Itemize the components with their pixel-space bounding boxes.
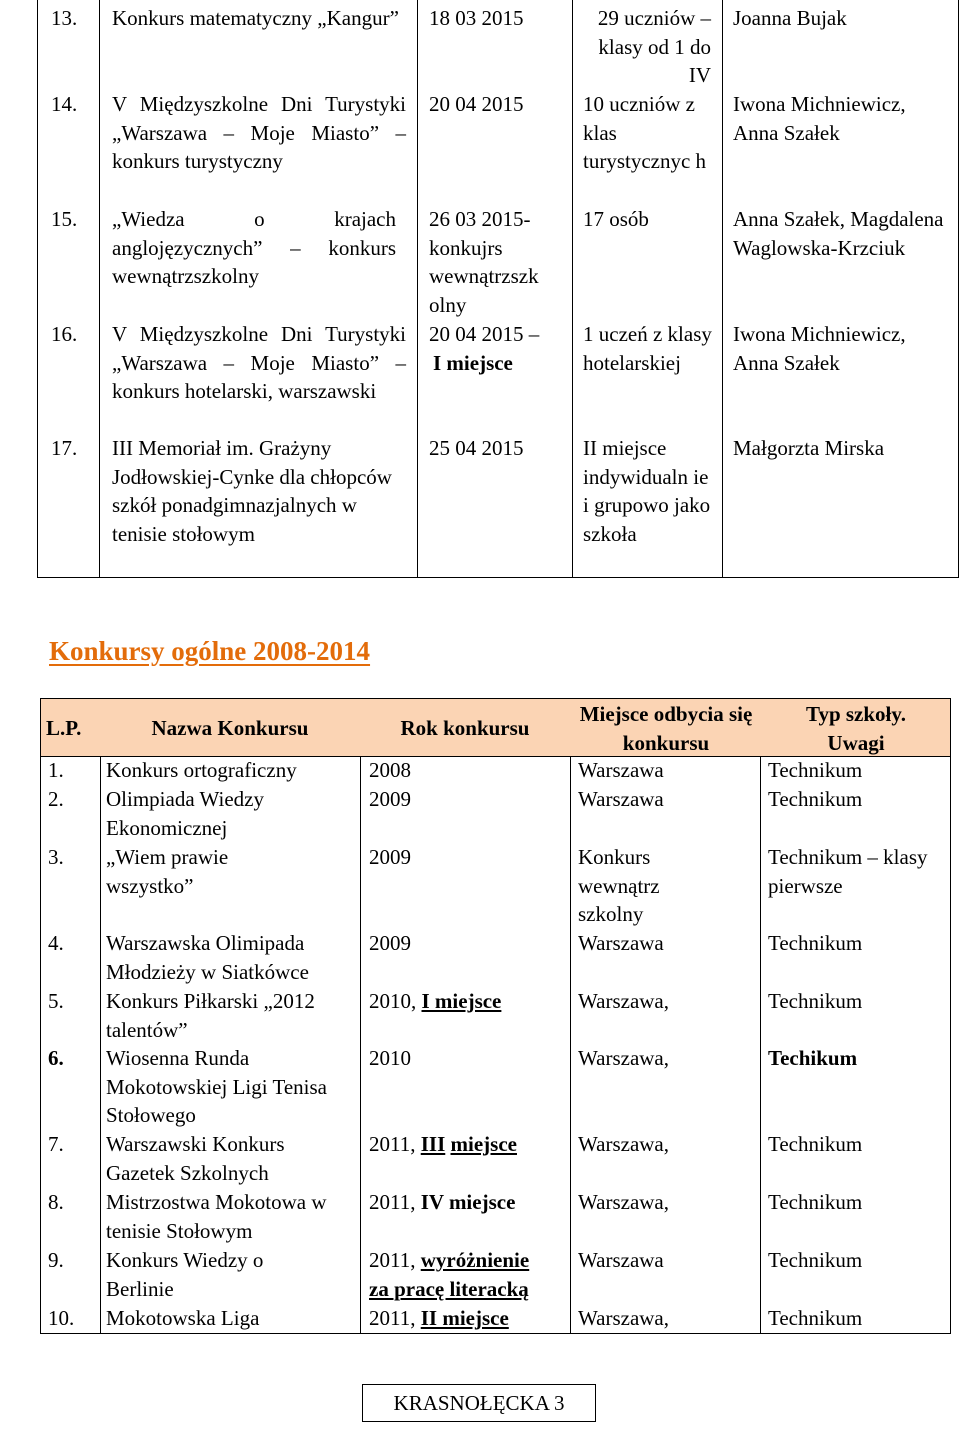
contest-name: Mokotowska Liga xyxy=(106,1306,260,1330)
contest-name: V Międzyszkolne Dni Turystyki „Warszawa – Moje Miasto” – konkurs hotelarski, warszawski xyxy=(112,322,406,404)
row-number: 13. xyxy=(51,6,78,30)
contest-name: „Wiem prawie wszystko” xyxy=(106,845,229,898)
contest-name: V Międzyszkolne Dni Turystyki „Warszawa – Moje Miasto” – konkurs turystyczny xyxy=(112,92,406,174)
contest-place: Warszawa, xyxy=(578,989,670,1013)
contest-place: Warszawa xyxy=(578,1248,664,1272)
contest-place: Warszawa, xyxy=(578,1306,670,1330)
contest-date: 18 03 2015 xyxy=(429,6,524,30)
contest-result: 10 uczniów z klas turystycznyc h xyxy=(583,92,707,174)
row-number: 1. xyxy=(48,758,64,782)
contest-year: 2010 xyxy=(369,1046,411,1070)
placement-value: III xyxy=(420,1132,446,1156)
placement-suffix: miejsce xyxy=(450,1132,517,1156)
contest-name: III Memoriał im. Grażyny Jodłowskiej-Cynke dla chłopców szkół ponadgimnazjalnych w tenisie stołowym xyxy=(112,436,392,547)
contest-name: Konkurs matematyczny „Kangur” xyxy=(112,6,399,30)
contest-date: 25 04 2015 xyxy=(429,436,524,460)
row-number: 10. xyxy=(48,1306,75,1330)
contest-name: Warszawski Konkurs Gazetek Szkolnych xyxy=(106,1132,285,1185)
contest-name: Konkurs Piłkarski „2012 talentów” xyxy=(106,989,315,1042)
contest-teacher: Małgorzta Mirska xyxy=(733,436,885,460)
contest-year xyxy=(369,987,501,1016)
header-school-type: Typ szkoły. Uwagi xyxy=(806,702,906,755)
contest-result: 17 osób xyxy=(583,207,649,231)
school-type: Techikum xyxy=(768,1046,858,1070)
contest-date: 20 04 2015 xyxy=(429,92,524,116)
row-number: 14. xyxy=(51,92,78,116)
contest-date: 26 03 2015- konkujrs wewnątrzszk olny xyxy=(429,207,539,318)
contest-date: 20 04 2015 – xyxy=(429,322,540,346)
placement-suffix: za pracę literacką xyxy=(369,1276,529,1301)
row-number: 16. xyxy=(51,322,78,346)
placement-value: I miejsce xyxy=(421,989,502,1013)
contest-placement: I miejsce xyxy=(433,351,513,375)
year-value: 2011, xyxy=(369,1132,416,1156)
row-number: 4. xyxy=(48,931,64,955)
contest-name: Warszawska Olimipada Młodzieży w Siatkówce xyxy=(106,931,309,984)
contest-name: Konkurs Wiedzy o Berlinie xyxy=(106,1248,264,1301)
page-footer-address: KRASNOŁĘCKA 3 xyxy=(362,1384,596,1422)
contest-year xyxy=(369,1188,515,1217)
contest-teacher: Iwona Michniewicz, Anna Szałek xyxy=(733,322,906,375)
header-year: Rok konkursu xyxy=(400,716,530,740)
contest-teacher: Anna Szałek, Magdalena Waglowska-Krzciuk xyxy=(733,207,944,260)
school-type: Technikum – klasy pierwsze xyxy=(768,845,928,898)
school-type: Technikum xyxy=(768,1248,863,1272)
contest-result: II miejsce indywidualn ie i grupowo jako szkoła xyxy=(583,436,711,547)
school-type: Technikum xyxy=(768,787,863,811)
contest-year xyxy=(369,1246,569,1303)
row-number: 15. xyxy=(51,207,78,231)
general-contests-table xyxy=(40,698,950,1334)
contest-teacher: Joanna Bujak xyxy=(733,6,847,30)
school-type: Technikum xyxy=(768,758,863,782)
contest-name: Olimpiada Wiedzy Ekonomicznej xyxy=(106,787,264,840)
contest-year: 2008 xyxy=(369,758,411,782)
year-value: 2011, xyxy=(369,1306,416,1330)
contest-place: Warszawa, xyxy=(578,1132,670,1156)
contest-name: Konkurs ortograficzny xyxy=(106,758,297,782)
row-number: 2. xyxy=(48,787,64,811)
contest-place: Warszawa, xyxy=(578,1190,670,1214)
placement-value: IV miejsce xyxy=(420,1190,516,1214)
row-number: 8. xyxy=(48,1190,64,1214)
contest-place: Warszawa, xyxy=(578,1046,670,1070)
header-place: Miejsce odbycia się konkursu xyxy=(579,702,753,755)
contest-result: 1 uczeń z klasy hotelarskiej xyxy=(583,322,712,375)
continued-contest-table xyxy=(37,0,959,578)
row-number: 17. xyxy=(51,436,78,460)
contest-place: Konkurs wewnątrz szkolny xyxy=(578,845,660,927)
school-type: Technikum xyxy=(768,989,863,1013)
contest-year xyxy=(369,1304,509,1333)
row-number: 9. xyxy=(48,1248,64,1272)
row-number: 5. xyxy=(48,989,64,1013)
contest-name: Mistrzostwa Mokotowa w tenisie Stołowym xyxy=(106,1190,327,1243)
school-type: Technikum xyxy=(768,1132,863,1156)
contest-place: Warszawa xyxy=(578,931,664,955)
row-number: 6. xyxy=(48,1046,64,1070)
header-lp: L.P. xyxy=(46,716,82,740)
contest-name: Wiosenna Runda Mokotowskiej Ligi Tenisa Stołowego xyxy=(106,1046,327,1128)
contest-year xyxy=(369,1130,517,1159)
year-value: 2011, xyxy=(369,1248,416,1272)
contest-place: Warszawa xyxy=(578,758,664,782)
school-type: Technikum xyxy=(768,931,863,955)
row-number: 3. xyxy=(48,845,64,869)
contest-year: 2009 xyxy=(369,931,411,955)
contest-year: 2009 xyxy=(369,845,411,869)
contest-teacher: Iwona Michniewicz, Anna Szałek xyxy=(733,92,906,145)
contest-name: „Wiedza o krajach anglojęzycznych” – konkurs wewnątrzszkolny xyxy=(112,207,396,289)
contest-year: 2009 xyxy=(369,787,411,811)
section-heading: Konkursy ogólne 2008-2014 xyxy=(49,636,371,666)
contest-result: 29 uczniów – klasy od 1 do IV xyxy=(597,6,711,88)
school-type: Technikum xyxy=(768,1190,863,1214)
placement-value: II miejsce xyxy=(420,1306,509,1330)
year-value: 2011, xyxy=(369,1190,416,1214)
row-number: 7. xyxy=(48,1132,64,1156)
header-contest-name: Nazwa Konkursu xyxy=(151,716,309,740)
placement-value: wyróżnienie xyxy=(420,1248,530,1272)
contest-place: Warszawa xyxy=(578,787,664,811)
school-type: Technikum xyxy=(768,1306,863,1330)
year-value: 2010, xyxy=(369,989,417,1013)
